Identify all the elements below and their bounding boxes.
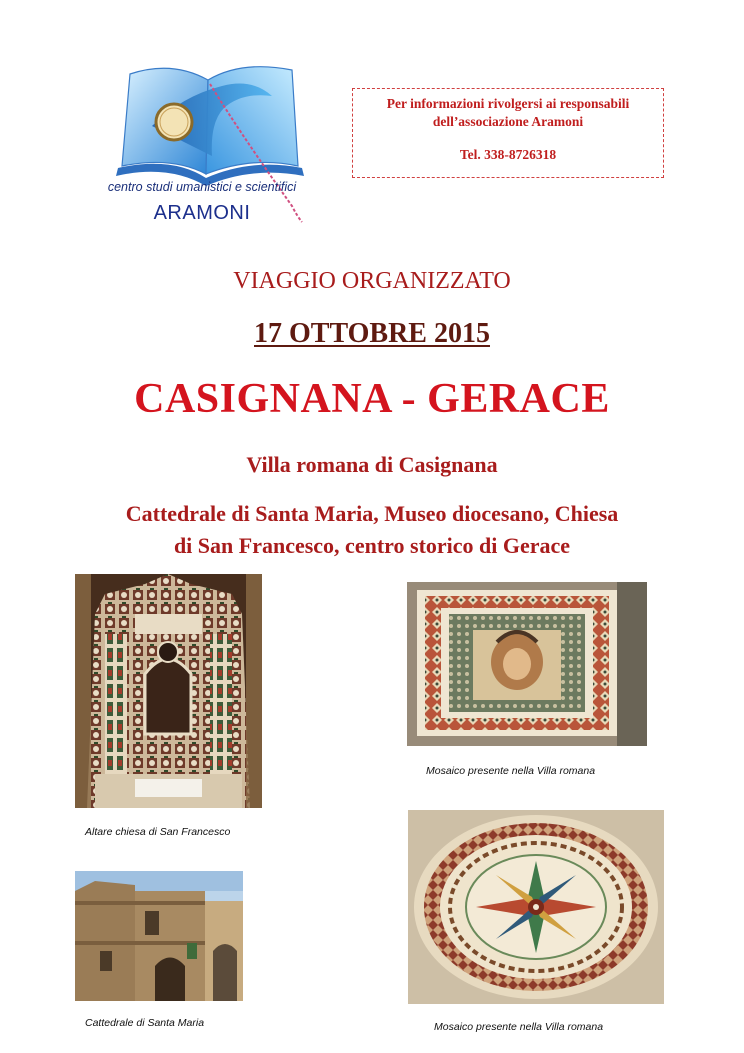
- sites-line-1: Cattedrale di Santa Maria, Museo diocesano, Chiesa: [125, 501, 619, 526]
- logo-name: ARAMONI: [153, 202, 251, 224]
- info-line-1: Per informazioni rivolgersi ai responsabili: [386, 96, 630, 111]
- trip-destination: CASIGNANA - GERACE: [134, 376, 610, 422]
- altare-caption: Altare chiesa di San Francesco: [85, 826, 231, 838]
- info-box: [352, 88, 664, 178]
- info-line-2: dell’associazione Aramoni: [432, 114, 584, 129]
- altare-photo: [75, 574, 262, 808]
- cattedrale-photo: [75, 871, 243, 1001]
- mosaico-circular-photo: [408, 810, 664, 1004]
- trip-date-wrapper: [0, 318, 744, 350]
- cattedrale-caption: Cattedrale di Santa Maria: [85, 1017, 205, 1029]
- mosaico1-caption: Mosaico presente nella Villa romana: [426, 765, 596, 777]
- villa-romana-line: Villa romana di Casignana: [246, 452, 498, 477]
- sites-line-2: di San Francesco, centro storico di Gerace: [173, 533, 571, 558]
- logo-caption: centro studi umanistici e scientifici: [107, 180, 297, 194]
- trip-title: VIAGGIO ORGANIZZATO: [233, 268, 511, 294]
- trip-date: 17 OTTOBRE 2015: [254, 318, 490, 349]
- info-telephone: Tel. 338-8726318: [459, 147, 557, 162]
- mosaico2-caption: Mosaico presente nella Villa romana: [434, 1021, 604, 1033]
- sites-list: [60, 498, 684, 562]
- mosaico-square-photo: [407, 582, 647, 746]
